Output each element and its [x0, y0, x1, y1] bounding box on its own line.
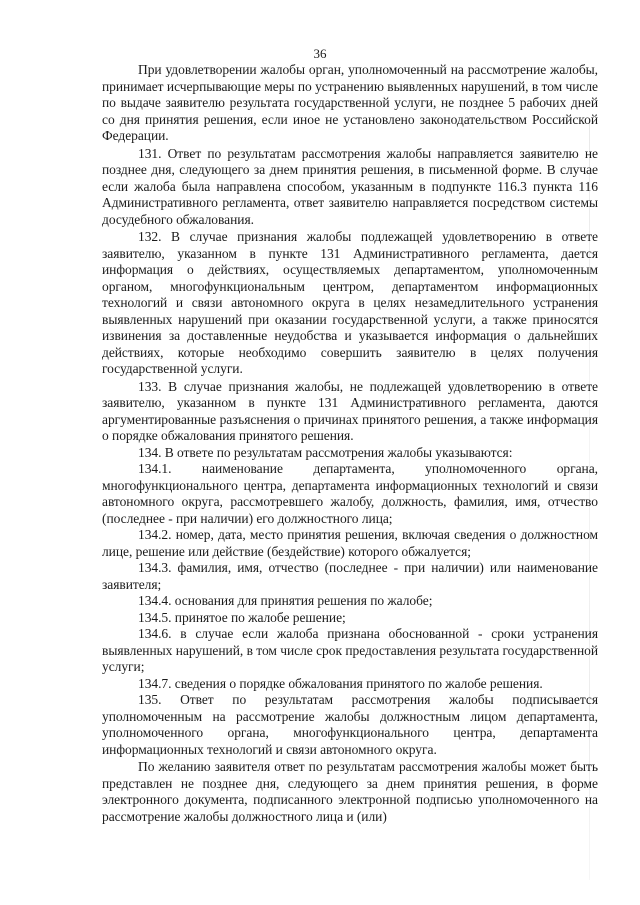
- paragraph-134-3: 134.3. фамилия, имя, отчество (последнее - при наличии) или наименование заявителя;: [102, 560, 598, 592]
- paragraph-135: 135. Ответ по результатам рассмотрения жалобы подписывается уполномоченным на рассмотрение жалобы должностным лицом департамента, уполномоченного органа, многофункционального центра, департамента информационных технологий и связи автономного округа.: [102, 692, 598, 757]
- paragraph-132: 132. В случае признания жалобы подлежащей удовлетворению в ответе заявителю, указанном в пункте 131 Административного регламента, дается информация о действиях, осуществляемых департаментом, уполномоченным органом, многофункциональным центром, департаментом информационных технологий и связи автономного округа в целях незамедлительного устранения выявленных нарушений при оказании государственной услуги, а также приносятся извинения за доставленные неудобства и указывается информация о дальнейших действиях, которые необходимо совершить заявителю в целях получения государственной услуги.: [102, 229, 598, 376]
- paragraph-134-1: 134.1. наименование департамента, уполномоченного органа, многофункционального центра, департамента информационных технологий и связи автономного округа, рассмотревшего жалобу, должность, фамилия, имя, отчество (последнее - при наличии) его должностного лица;: [102, 461, 598, 526]
- paragraph-134-6: 134.6. в случае если жалоба признана обоснованной - сроки устранения выявленных нарушений, в том числе срок предоставления результата государственной услуги;: [102, 626, 598, 674]
- page-number: 36: [313, 46, 327, 61]
- paragraph-133: 133. В случае признания жалобы, не подлежащей удовлетворению в ответе заявителю, указанном в пункте 131 Административного регламента, даются аргументированные разъяснения о причинах принятого решения, а также информация о порядке обжалования принятого решения.: [102, 378, 598, 443]
- paragraph-131: 131. Ответ по результатам рассмотрения жалобы направляется заявителю не позднее дня, следующего за днем принятия решения, в письменной форме. В случае если жалоба была направлена способом, указанным в подпункте 116.3 пункта 116 Административного регламента, ответ заявителю направляется посредством системы досудебного обжалования.: [102, 145, 598, 227]
- document-body: [102, 62, 598, 825]
- paragraph-134: 134. В ответе по результатам рассмотрения жалобы указываются:: [138, 444, 513, 460]
- paragraph-electronic-answer: По желанию заявителя ответ по результатам рассмотрения жалобы может быть представлен не позднее дня, следующего за днем принятия решения, в форме электронного документа, подписанного электронной подписью уполномоченного на рассмотрение жалобы должностного лица и (или): [102, 759, 598, 824]
- paragraph-134-7: 134.7. сведения о порядке обжалования принятого по жалобе решения.: [138, 675, 543, 691]
- paragraph-134-2: 134.2. номер, дата, место принятия решения, включая сведения о должностном лице, решение или действие (бездействие) которого обжалуется;: [102, 527, 598, 559]
- paragraph-satisfaction-measures: При удовлетворении жалобы орган, уполномоченный на рассмотрение жалобы, принимает исчерпывающие меры по устранению выявленных нарушений, в том числе по выдаче заявителю результата государственной услуги, не позднее 5 рабочих дней со дня принятия решения, если иное не установлено законодательством Российской Федерации.: [102, 62, 598, 143]
- paragraph-134-4: 134.4. основания для принятия решения по жалобе;: [138, 593, 433, 608]
- paragraph-134-5: 134.5. принятое по жалобе решение;: [138, 609, 346, 625]
